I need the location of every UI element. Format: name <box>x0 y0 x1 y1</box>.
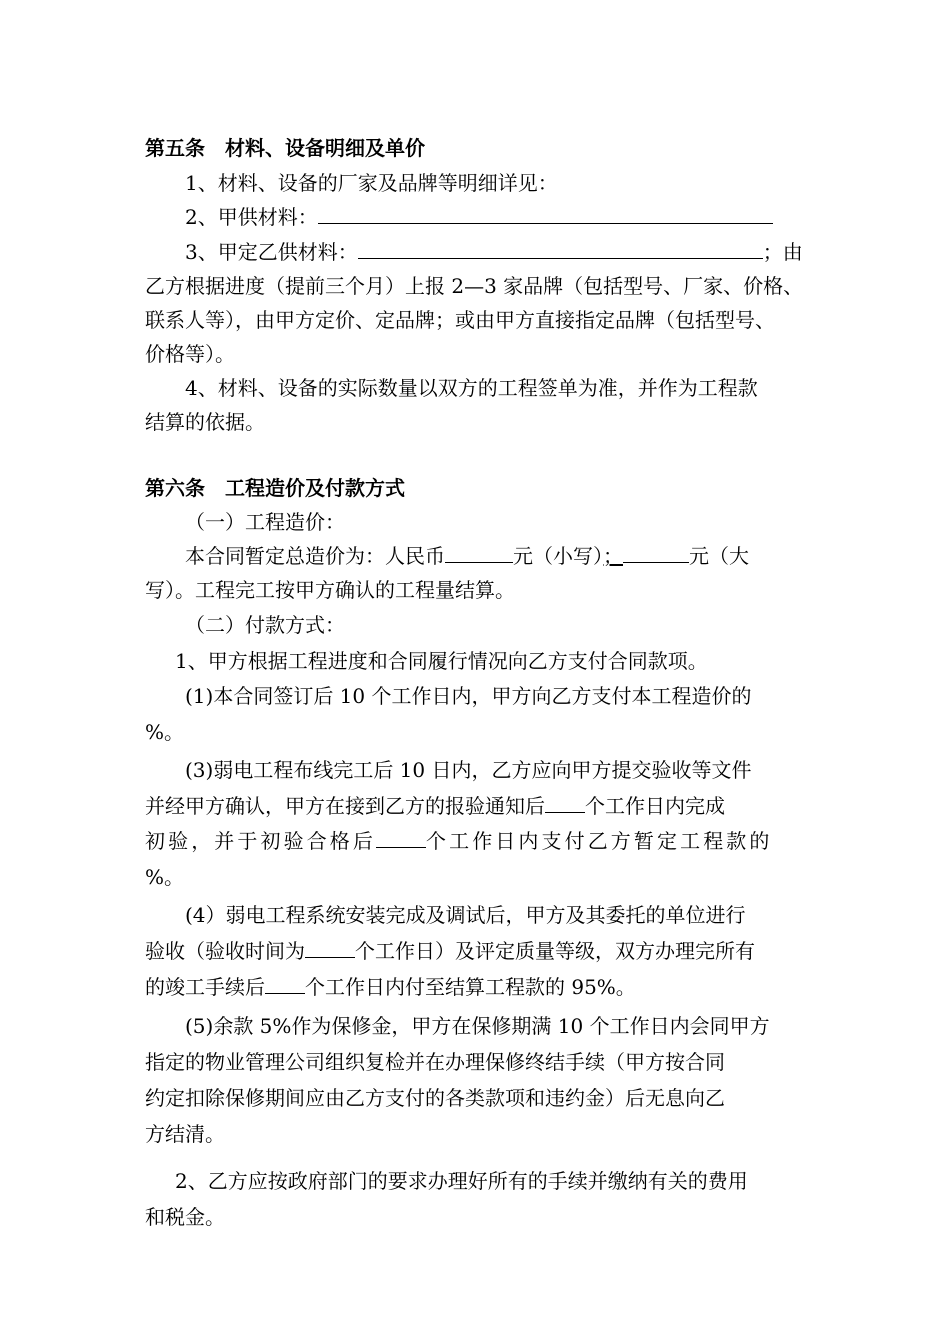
clause-5: (5)余款 5%作为保修金，甲方在保修期满 10 个工作日内会同甲方 <box>185 1014 770 1038</box>
art5-item-2 <box>185 203 773 231</box>
clause-1-line2: %。 <box>145 720 185 744</box>
payment-item-2: 2、乙方应按政府部门的要求办理好所有的手续并缴纳有关的费用 <box>175 1169 748 1193</box>
payment-days-blank <box>376 827 426 848</box>
art6-section-2: （二）付款方式： <box>185 613 345 637</box>
clause-5-line3: 约定扣除保修期间应由乙方支付的各类款项和违约金）后无息向乙 <box>145 1086 725 1110</box>
clause-3-line2-text: 并经甲方确认，甲方在接到乙方的报验通知后 <box>145 794 545 818</box>
price-words-blank <box>623 542 689 563</box>
clause-5-line4: 方结清。 <box>145 1122 225 1146</box>
supplied-materials-blank <box>318 203 773 224</box>
clause-4-line3 <box>145 973 636 1001</box>
clause-4-line3-text: 的竣工手续后 <box>145 975 265 999</box>
art5-item-4-line2: 结算的依据。 <box>145 410 265 434</box>
clause-1: (1)本合同签订后 10 个工作日内，甲方向乙方支付本工程造价的 <box>185 684 752 708</box>
art5-item-3-line3: 联系人等），由甲方定价、定品牌；或由甲方直接指定品牌（包括型号、 <box>145 308 775 332</box>
clause-3-line3-tail: 个工作日内支付乙方暂定工程款的 <box>426 829 773 853</box>
art6-price-line2: 写）。工程完工按甲方确认的工程量结算。 <box>145 578 515 602</box>
art5-item-2-label: 2、甲供材料： <box>185 205 318 229</box>
art6-price-line <box>185 542 749 570</box>
art5-item-4: 4、材料、设备的实际数量以双方的工程签单为准，并作为工程款 <box>185 376 758 400</box>
clause-3-line2-tail: 个工作日内完成 <box>585 794 725 818</box>
art5-item-3-tail: ；由 <box>762 240 803 264</box>
art5-item-1: 1、材料、设备的厂家及品牌等明细详见： <box>185 171 558 195</box>
settlement-days-blank <box>265 973 305 994</box>
art5-item-3-line2: 乙方根据进度（提前三个月）上报 2—3 家品牌（包括型号、厂家、价格、 <box>145 274 804 298</box>
art5-item-3-label: 3、甲定乙供材料： <box>185 240 358 264</box>
clause-3-line3 <box>145 827 773 855</box>
clause-5-line2: 指定的物业管理公司组织复检并在办理保修终结手续（甲方按合同 <box>145 1050 725 1074</box>
clause-3-line2 <box>145 792 725 820</box>
price-label: 本合同暂定总造价为：人民币 <box>185 544 445 568</box>
clause-4-line2 <box>145 937 755 965</box>
clause-3-line3-text: 初验，并于初验合格后 <box>145 829 376 853</box>
inspection-days-blank <box>545 792 585 813</box>
price-separator: ； <box>603 544 623 568</box>
article-5-heading: 第五条 材料、设备明细及单价 <box>145 136 425 160</box>
clause-4-line3-tail: 个工作日内付至结算工程款的 95%。 <box>305 975 636 999</box>
clause-3-line4: %。 <box>145 865 185 889</box>
payment-item-1: 1、甲方根据工程进度和合同履行情况向乙方支付合同款项。 <box>175 649 708 673</box>
price-numeric-unit: 元（小写） <box>513 544 603 568</box>
art5-item-3-line4: 价格等）。 <box>145 342 235 366</box>
designated-materials-blank <box>358 238 763 259</box>
clause-3: (3)弱电工程布线完工后 10 日内，乙方应向甲方提交验收等文件 <box>185 758 752 782</box>
acceptance-days-blank <box>305 937 355 958</box>
clause-4-line2-tail: 个工作日）及评定质量等级，双方办理完所有 <box>355 939 755 963</box>
payment-item-2-line2: 和税金。 <box>145 1205 225 1229</box>
art5-item-3 <box>185 238 803 266</box>
price-words-unit: 元（大 <box>689 544 749 568</box>
price-numeric-blank <box>445 542 513 563</box>
clause-4: (4）弱电工程系统安装完成及调试后，甲方及其委托的单位进行 <box>185 903 746 927</box>
article-6-heading: 第六条 工程造价及付款方式 <box>145 476 405 500</box>
art6-section-1: （一）工程造价： <box>185 510 345 534</box>
clause-4-line2-text: 验收（验收时间为 <box>145 939 305 963</box>
